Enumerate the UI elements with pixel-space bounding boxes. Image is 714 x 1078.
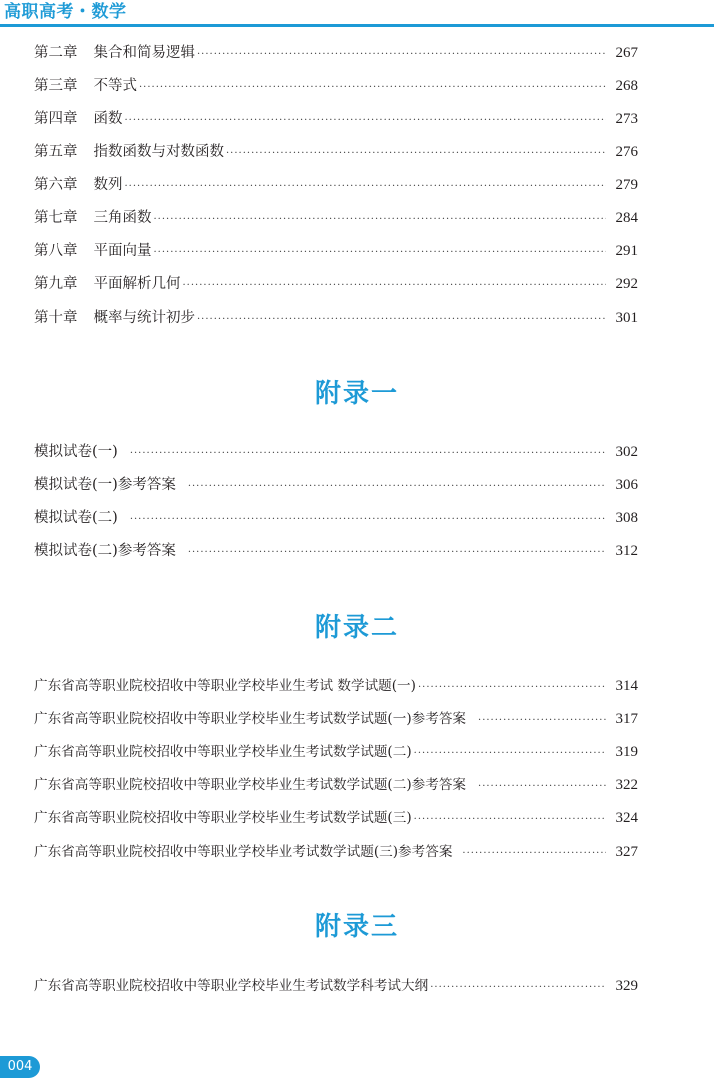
toc-entry-appendix-2-item-4[interactable]: [34, 774, 638, 796]
appendix-3-heading: 附录三: [314, 912, 399, 942]
folio-page-number: 004: [0, 1056, 40, 1078]
page-number: 291: [615, 243, 638, 259]
dot-leader: [183, 275, 607, 297]
toc-entry-appendix-2-item-2[interactable]: [34, 708, 638, 730]
chapter-number: 第二章: [34, 45, 78, 61]
chapter-number: 第六章: [34, 177, 78, 193]
entry-title: 广东省高等职业院校招收中等职业学校毕业考试数学试题(三)参考答案: [34, 844, 453, 860]
dot-leader: [130, 509, 606, 531]
dot-leader: [154, 209, 607, 231]
toc-entry-appendix-1-item-3[interactable]: [34, 507, 638, 529]
toc-entry-chapter-8[interactable]: [34, 240, 638, 262]
entry-title: 广东省高等职业院校招收中等职业学校毕业生考试 数学试题(一): [34, 678, 416, 694]
page-number: 302: [615, 444, 638, 460]
page-number: 301: [615, 310, 638, 326]
page-number: 292: [615, 276, 638, 292]
chapter-title: 函数: [93, 111, 123, 127]
toc-entry-appendix-1-item-4[interactable]: [34, 540, 638, 562]
dot-leader: [188, 542, 606, 564]
page-number: 279: [615, 177, 638, 193]
page-number: 327: [615, 844, 638, 860]
toc-entry-appendix-1-item-2[interactable]: [34, 474, 638, 496]
toc-entry-appendix-2-item-3[interactable]: [34, 741, 638, 763]
page-number: 308: [615, 510, 638, 526]
chapter-number: 第八章: [34, 243, 78, 259]
dot-leader: [197, 309, 606, 331]
dot-leader: [430, 977, 606, 999]
entry-title: 广东省高等职业院校招收中等职业学校毕业生考试数学试题(二)参考答案: [34, 777, 467, 793]
chapter-title: 平面向量: [93, 243, 152, 259]
page-number: 324: [615, 810, 638, 826]
chapter-title: 指数函数与对数函数: [93, 144, 224, 160]
entry-title: 模拟试卷(一)参考答案: [34, 477, 176, 493]
toc-entry-appendix-2-item-1[interactable]: [34, 675, 638, 697]
entry-title: 模拟试卷(一): [34, 444, 118, 460]
dot-leader: [139, 77, 606, 99]
page-number: 284: [615, 210, 638, 226]
toc-entry-appendix-1-item-1[interactable]: [34, 441, 638, 463]
chapter-title: 概率与统计初步: [93, 310, 195, 326]
dot-leader: [478, 776, 606, 798]
entry-title: 模拟试卷(二)参考答案: [34, 543, 176, 559]
toc-entry-appendix-2-item-6[interactable]: [34, 841, 638, 863]
dot-leader: [478, 710, 606, 732]
dot-leader: [226, 143, 606, 165]
chapter-title: 不等式: [93, 78, 137, 94]
chapter-title: 集合和简易逻辑: [93, 45, 195, 61]
chapter-number: 第十章: [34, 310, 78, 326]
page-number: 322: [615, 777, 638, 793]
dot-leader: [197, 44, 606, 66]
toc-entry-chapter-4[interactable]: [34, 108, 638, 130]
chapter-number: 第四章: [34, 111, 78, 127]
dot-leader: [414, 743, 606, 765]
dot-leader: [125, 110, 607, 132]
chapter-number: 第五章: [34, 144, 78, 160]
toc-entry-chapter-5[interactable]: [34, 141, 638, 163]
running-header: [0, 0, 714, 27]
page-number: 329: [615, 978, 638, 994]
page-number: 306: [615, 477, 638, 493]
entry-title: 广东省高等职业院校招收中等职业学校毕业生考试数学试题(三): [34, 810, 412, 826]
toc-entry-chapter-10[interactable]: [34, 307, 638, 329]
toc-entry-appendix-2-item-5[interactable]: [34, 807, 638, 829]
dot-leader: [130, 443, 606, 465]
chapter-title: 三角函数: [93, 210, 152, 226]
toc-entry-chapter-9[interactable]: [34, 273, 638, 295]
entry-title: 广东省高等职业院校招收中等职业学校毕业生考试数学试题(二): [34, 744, 412, 760]
dot-leader: [418, 677, 606, 699]
entry-title: 广东省高等职业院校招收中等职业学校毕业生考试数学科考试大纲: [34, 978, 429, 994]
chapter-number: 第七章: [34, 210, 78, 226]
book-title: 高职高考・数学: [4, 2, 127, 22]
toc-entry-appendix-3-item-1[interactable]: [34, 975, 638, 997]
dot-leader: [414, 809, 606, 831]
dot-leader: [125, 176, 607, 198]
chapter-number: 第九章: [34, 276, 78, 292]
page-number: 317: [615, 711, 638, 727]
toc-entry-chapter-2[interactable]: [34, 42, 638, 64]
page-number: 267: [615, 45, 638, 61]
entry-title: 模拟试卷(二): [34, 510, 118, 526]
appendix-1-heading: 附录一: [314, 379, 399, 409]
page-number: 314: [615, 678, 638, 694]
toc-entry-chapter-7[interactable]: [34, 207, 638, 229]
page-number: 273: [615, 111, 638, 127]
toc-entry-chapter-6[interactable]: [34, 174, 638, 196]
header-rule: [0, 24, 714, 27]
page-number: 312: [615, 543, 638, 559]
page-number: 319: [615, 744, 638, 760]
entry-title: 广东省高等职业院校招收中等职业学校毕业生考试数学试题(一)参考答案: [34, 711, 467, 727]
dot-leader: [188, 476, 606, 498]
chapter-title: 数列: [93, 177, 123, 193]
appendix-2-heading: 附录二: [314, 613, 399, 643]
chapter-number: 第三章: [34, 78, 78, 94]
page-number: 268: [615, 78, 638, 94]
dot-leader: [154, 242, 607, 264]
page-number: 276: [615, 144, 638, 160]
dot-leader: [462, 843, 606, 865]
chapter-title: 平面解析几何: [93, 276, 181, 292]
toc-entry-chapter-3[interactable]: [34, 75, 638, 97]
